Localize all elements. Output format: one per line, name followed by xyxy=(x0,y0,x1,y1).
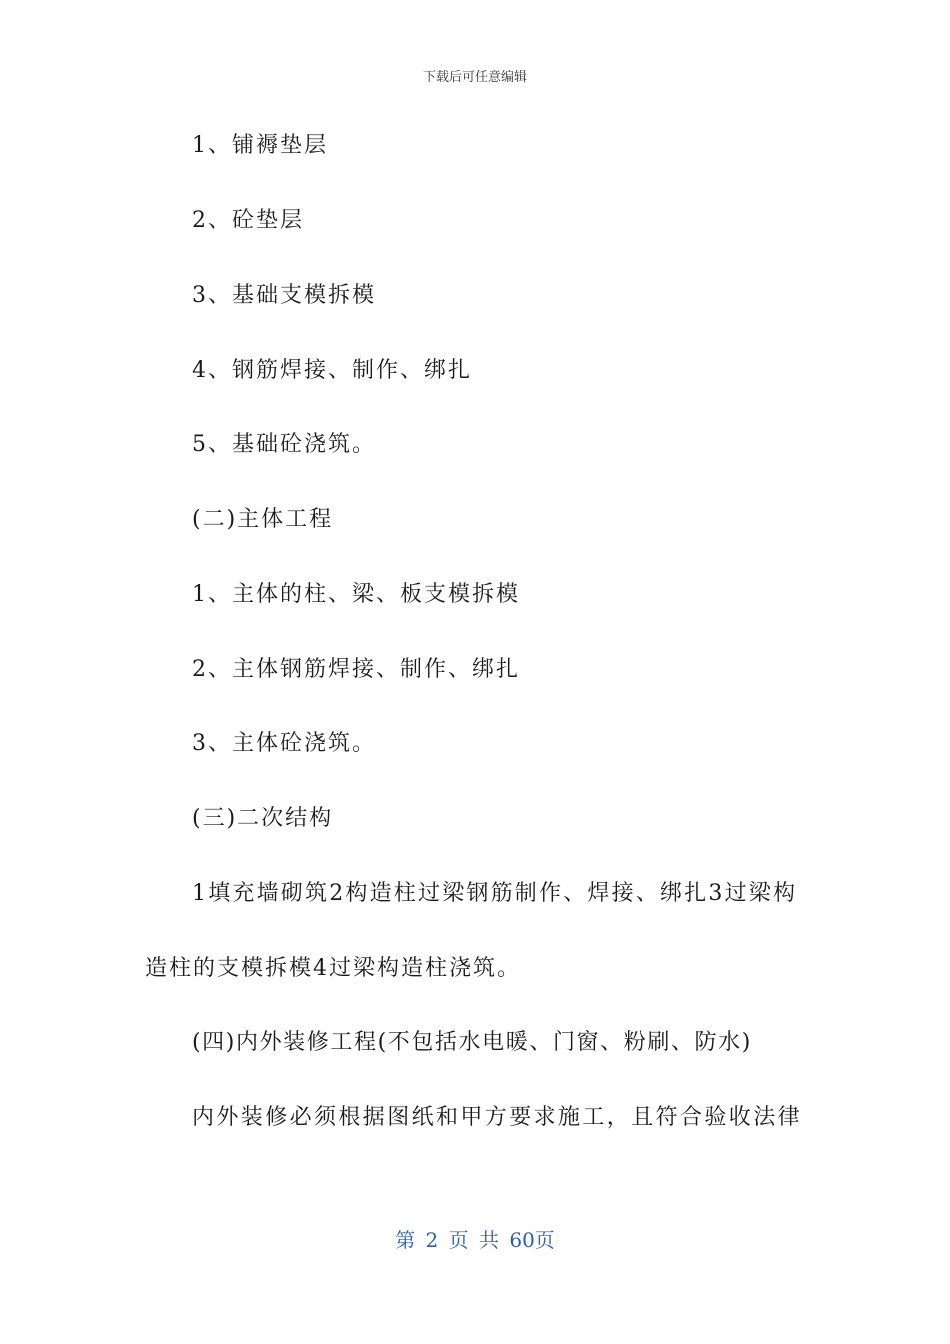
list-item: 1、铺褥垫层 xyxy=(192,133,328,158)
section-heading: (三)二次结构 xyxy=(192,806,334,831)
list-item: 4、钢筋焊接、制作、绑扎 xyxy=(192,358,472,383)
section-heading: (四)内外装修工程(不包括水电暖、门窗、粉刷、防水) xyxy=(192,1030,752,1055)
paragraph-line: 1填充墙砌筑2构造柱过梁钢筋制作、焊接、绑扎3过梁构 xyxy=(192,881,798,906)
paragraph-line: 内外装修必须根据图纸和甲方要求施工，且符合验收法律 xyxy=(192,1105,803,1130)
list-item: 2、主体钢筋焊接、制作、绑扎 xyxy=(192,657,520,682)
list-item: 3、基础支模拆模 xyxy=(192,283,376,308)
list-item: 2、砼垫层 xyxy=(192,208,304,233)
section-heading: (二)主体工程 xyxy=(192,507,334,532)
list-item: 3、主体砼浇筑。 xyxy=(192,731,376,756)
list-item: 1、主体的柱、梁、板支模拆模 xyxy=(192,582,520,607)
page-header: 下载后可任意编辑 xyxy=(422,70,527,85)
page-footer: 第 2 页 共 60页 xyxy=(395,1228,555,1252)
paragraph-line: 造柱的支模拆模4过梁构造柱浇筑。 xyxy=(145,956,521,981)
list-item: 5、基础砼浇筑。 xyxy=(192,432,376,457)
